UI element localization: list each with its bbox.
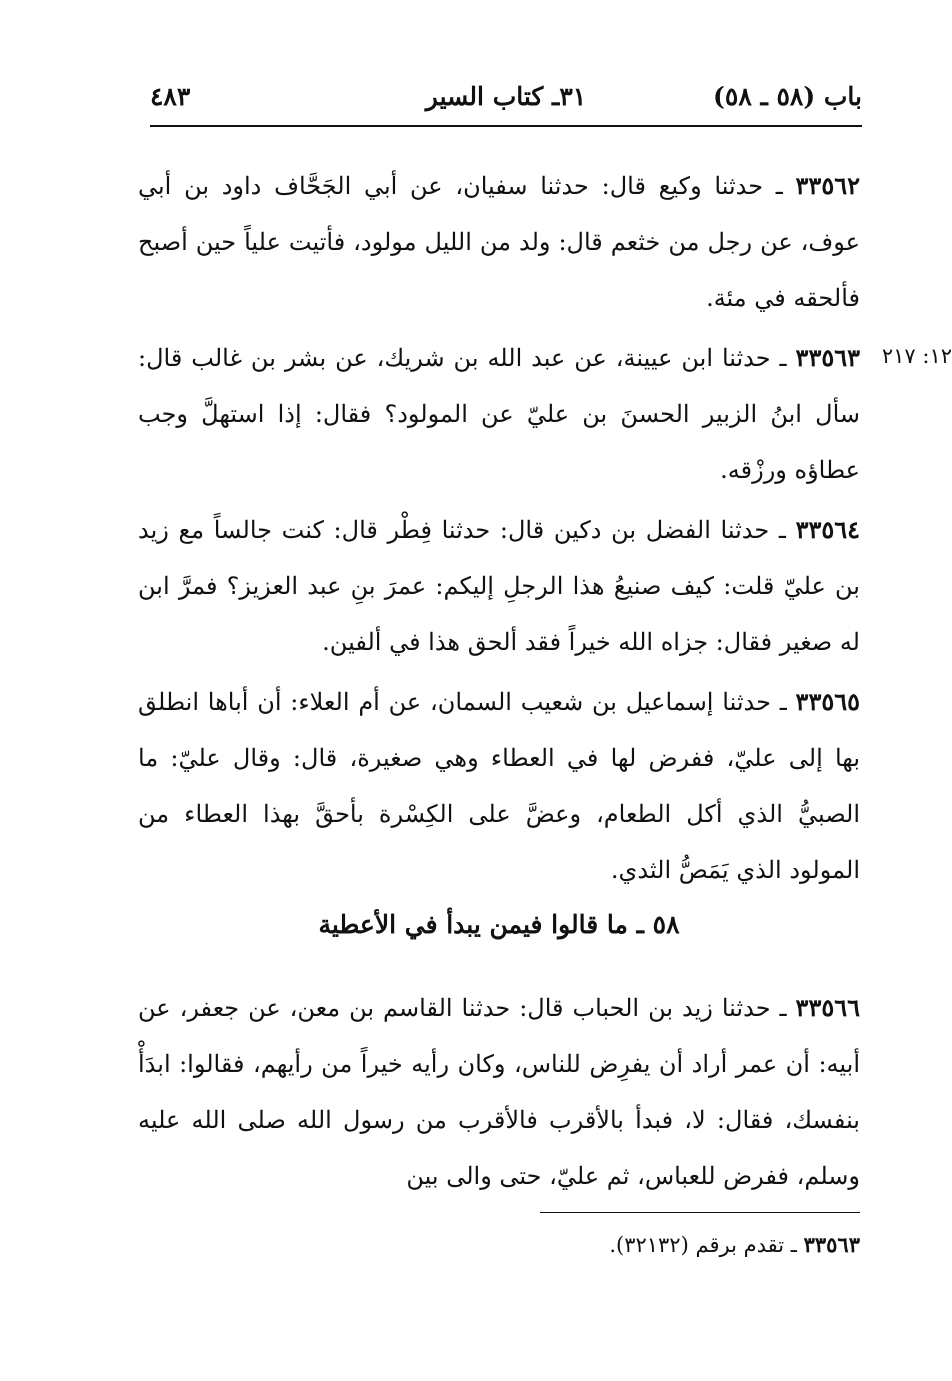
hadith-number: ٣٣٥٦٥ [795, 687, 860, 716]
hadith-paragraph [138, 158, 860, 326]
book-title: ٣١ـ كتاب السير [425, 82, 587, 111]
hadith-paragraph [138, 330, 860, 498]
hadith-text: ـ حدثنا إسماعيل بن شعيب السمان، عن أم العلاء: أن أباها انطلق بها إلى عليّ، ففرض لها في العطاء وهي صغيرة، قال: وقال عليّ: ما الصبيُّ الذي أكل الطعام، وعضَّ على الكِسْرة بأحقَّ بهذا العطاء من المولود الذي يَمَصُّ الثدي. [138, 688, 860, 884]
hadith-number: ٣٣٥٦٦ [795, 993, 860, 1022]
margin-reference: ١٢: ٢١٧ [881, 344, 952, 368]
hadith-text: ـ حدثنا وكيع قال: حدثنا سفيان، عن أبي الجَحَّاف داود بن أبي عوف، عن رجل من خثعم قال: ولد من الليل مولود، فأتيت علياً حين أصبح فألحقه في مئة. [138, 172, 860, 312]
hadith-text: ـ حدثنا ابن عيينة، عن عبد الله بن شريك، عن بشر بن غالب قال: سأل ابنُ الزبير الحسنَ بن عليّ عن المولود؟ فقال: إذا استهلَّ وجب عطاؤه ورزْقه. [138, 344, 860, 484]
section-heading: ٥٨ ـ ما قالوا فيمن يبدأ في الأعطية [318, 910, 680, 939]
footnote [420, 1232, 860, 1257]
hadith-number: ٣٣٥٦٤ [795, 515, 861, 544]
hadith-paragraph [138, 674, 860, 898]
hadith-text: ـ حدثنا الفضل بن دكين قال: حدثنا فِطْر قال: كنت جالساً مع زيد بن عليّ قلت: كيف صنيعُ هذا الرجلِ إليكم: عمرَ بنِ عبد العزيز؟ فمرَّ ابن له صغير فقال: جزاه الله خيراً فقد ألحق هذا في ألفين. [138, 516, 860, 656]
page-header [150, 82, 862, 122]
hadith-number: ٣٣٥٦٣ [795, 343, 860, 372]
footnote-number: ٣٣٥٦٣ [803, 1232, 860, 1257]
hadith-number: ٣٣٥٦٢ [795, 171, 860, 200]
hadith-paragraph [138, 502, 860, 670]
hadith-text: ـ حدثنا زيد بن الحباب قال: حدثنا القاسم بن معن، عن جعفر، عن أبيه: أن عمر أراد أن يفرِض للناس، وكان رأيه خيراً من رأيهم، فقالوا: ابدَأْ بنفسك، فقال: لا، فبدأ بالأقرب فالأقرب من رسول الله صلى الله عليه وسلم، ففرض للعباس، ثم عليّ، حتى والى بين [138, 994, 860, 1190]
footnote-text: ـ تقدم برقم (٣٢١٣٢). [609, 1233, 797, 1257]
chapter-reference: باب (٥٨ ـ ٥٨) [713, 82, 862, 111]
hadith-paragraph [138, 980, 860, 1204]
page-number: ٤٨٣ [150, 82, 191, 111]
header-rule [150, 125, 862, 127]
footnote-rule [540, 1212, 860, 1213]
